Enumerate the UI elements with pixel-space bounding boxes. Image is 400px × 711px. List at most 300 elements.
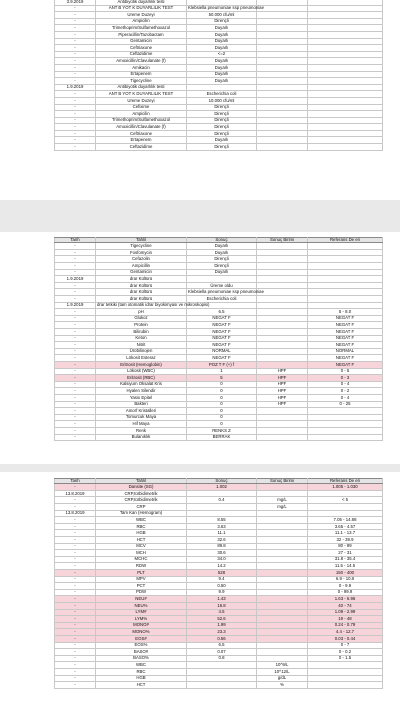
header-test: Tahlil <box>96 479 187 484</box>
cell-reference: 0 - 5 <box>308 368 383 375</box>
cell-date: - <box>55 550 96 557</box>
cell-result: Duyarlı <box>187 45 257 52</box>
table-row <box>55 570 383 577</box>
cell-unit <box>257 342 308 349</box>
table-row <box>55 25 383 32</box>
cell-unit <box>257 484 308 491</box>
table-row <box>55 655 383 662</box>
cell-date: - <box>55 368 96 375</box>
cell-date: - <box>55 355 96 362</box>
cell-unit <box>257 421 308 428</box>
table-row <box>55 124 383 131</box>
cell-result: BERRAK <box>187 434 257 441</box>
cell-reference <box>308 490 383 497</box>
cell-unit <box>257 655 308 662</box>
cell-reference <box>308 71 383 78</box>
cell-test: Lökosit Esteraz <box>96 355 187 362</box>
cell-reference: 0 - 4 <box>308 394 383 401</box>
cell-result: Duyarlı <box>187 25 257 32</box>
cell-unit <box>257 282 308 289</box>
cell-reference: 1.63 - 6.96 <box>308 596 383 603</box>
cell-date: - <box>55 616 96 623</box>
cell-result <box>187 668 257 675</box>
table-row <box>55 243 383 250</box>
cell-result: 1 <box>187 368 257 375</box>
cell-test: Renk <box>96 427 187 434</box>
cell-unit <box>257 649 308 656</box>
cell-result: 34.0 <box>187 556 257 563</box>
cell-result: NEGAT F <box>187 322 257 329</box>
table-row <box>55 682 383 689</box>
cell-reference <box>308 18 383 25</box>
cell-test: Amorf Kristalleri <box>96 408 187 415</box>
cell-result: 30.6 <box>187 550 257 557</box>
cell-date: - <box>55 78 96 85</box>
cell-unit <box>257 355 308 362</box>
cell-unit <box>257 144 308 151</box>
cell-date: - <box>55 655 96 662</box>
cell-reference <box>308 97 383 104</box>
cell-test: Gentamicin <box>96 269 187 276</box>
cell-reference <box>308 78 383 85</box>
cell-date: - <box>55 408 96 415</box>
cell-reference <box>308 296 383 303</box>
cell-result: NEGAT F <box>187 315 257 322</box>
cell-unit <box>257 18 308 25</box>
cell-date: - <box>55 649 96 656</box>
cell-date: - <box>55 342 96 349</box>
cell-unit <box>257 490 308 497</box>
cell-reference: 80 - 99 <box>308 543 383 550</box>
cell-result: Klebsiella pneumoniae ssp pneumoniae <box>188 5 264 11</box>
cell-unit <box>257 589 308 596</box>
cell-reference <box>308 282 383 289</box>
cell-date: - <box>55 249 96 256</box>
cell-test: NEU% <box>96 602 187 609</box>
cell-unit <box>257 576 308 583</box>
table-row <box>55 269 383 276</box>
table-row <box>55 51 383 58</box>
cell-test: Protein <box>96 322 187 329</box>
cell-date: - <box>55 543 96 550</box>
cell-unit <box>257 58 308 65</box>
cell-date: - <box>55 5 96 12</box>
header-result: Sonuç <box>187 479 257 484</box>
cell-result: 0 <box>187 414 257 421</box>
cell-reference: NEGAT F <box>308 315 383 322</box>
cell-result: 3.63 <box>187 523 257 530</box>
cell-reference: 31.8 - 35.4 <box>308 556 383 563</box>
cell-result: 6.5 <box>187 642 257 649</box>
cell-test: BASO% <box>96 655 187 662</box>
table-row <box>55 497 383 504</box>
cell-test: CRP,türbidimetrik <box>96 497 187 504</box>
cell-test: Eritrosit (RBC) <box>96 375 187 382</box>
cell-date: - <box>55 388 96 395</box>
table-row <box>55 58 383 65</box>
cell-result: 10.000 cfu/ml <box>187 97 257 104</box>
cell-date: - <box>55 497 96 504</box>
cell-test: Ertapenem <box>96 71 187 78</box>
header-result: Sonuç <box>187 238 257 243</box>
cell-result: Üreme oldu <box>187 282 257 289</box>
cell-result: 1.43 <box>187 596 257 603</box>
cell-result: Duyarlı <box>187 243 257 250</box>
cell-result: RENKS Z <box>187 427 257 434</box>
cell-unit <box>257 629 308 636</box>
cell-test: MPV <box>96 576 187 583</box>
cell-result <box>187 490 257 497</box>
table-row <box>55 504 383 511</box>
cell-reference <box>308 91 383 98</box>
cell-date: - <box>55 589 96 596</box>
cell-unit <box>257 642 308 649</box>
table-row <box>55 510 383 517</box>
cell-test: Trimethoprim/Sulfamethoxazol <box>96 25 187 32</box>
cell-date: 13.8.2019 <box>55 490 96 497</box>
cell-test: MONO% <box>96 629 187 636</box>
cell-reference: NORMAL <box>308 348 383 355</box>
cell-date: - <box>55 91 96 98</box>
table-row <box>55 375 383 382</box>
cell-reference: NEGAT F <box>308 342 383 349</box>
cell-unit <box>257 104 308 111</box>
cell-date: - <box>55 111 96 118</box>
cell-result: Duyarlı <box>187 31 257 38</box>
cell-date: - <box>55 596 96 603</box>
table-row <box>55 543 383 550</box>
cell-test: Hif Maya <box>96 421 187 428</box>
cell-unit: g/dL <box>257 675 308 682</box>
cell-reference <box>308 38 383 45</box>
cell-reference: 0 - 2 <box>308 388 383 395</box>
cell-date: - <box>55 556 96 563</box>
cell-result: NEGAT F <box>187 355 257 362</box>
cell-test: Eritrosit (Hemoglobin) <box>96 361 187 368</box>
cell-unit <box>257 556 308 563</box>
cell-test: MCH <box>96 550 187 557</box>
cell-unit <box>257 322 308 329</box>
table-row <box>55 78 383 85</box>
table-row <box>55 289 383 296</box>
cell-result: 0.50 <box>187 583 257 590</box>
cell-date: 1.9.2019 <box>55 302 96 309</box>
cell-test: Glukoz <box>96 315 187 322</box>
table-row <box>55 609 383 616</box>
cell-date: - <box>55 530 96 537</box>
cell-result: 14.2 <box>187 563 257 570</box>
cell-result: 0 <box>187 408 257 415</box>
cell-date: - <box>55 263 96 270</box>
cell-date: - <box>55 348 96 355</box>
cell-reference: 0 - 4 <box>308 381 383 388</box>
cell-unit: mg/L <box>257 504 308 511</box>
table-row <box>55 130 383 137</box>
cell-test: Antibiyotik duyarlılık testi <box>96 0 187 5</box>
cell-test: ANT B YOT K DUYARLILIK TEST <box>96 5 187 12</box>
cell-unit: HPF <box>257 375 308 382</box>
cell-result: Dirençli <box>187 111 257 118</box>
cell-test: Cefazolin <box>96 256 187 263</box>
cell-test: Tomurcuk Maya <box>96 414 187 421</box>
cell-result: Duyarlı <box>187 78 257 85</box>
cell-reference <box>308 434 383 441</box>
table-row <box>55 309 383 316</box>
cell-test: WBC <box>96 517 187 524</box>
cell-reference: 0 - 25 <box>308 401 383 408</box>
cell-result: 89.8 <box>187 543 257 550</box>
cell-reference: NEGAT F <box>308 355 383 362</box>
cell-unit <box>257 329 308 336</box>
cell-reference <box>308 504 383 511</box>
table-row <box>55 427 383 434</box>
cell-date: - <box>55 504 96 511</box>
cell-result: Duyarlı <box>187 64 257 71</box>
cell-test: Amoxicillin/Clavulanate (f) <box>96 124 187 131</box>
cell-test: pH <box>96 309 187 316</box>
cell-unit <box>257 71 308 78</box>
cell-result: 1.002 <box>187 484 257 491</box>
cell-test: Tam Kan (Hemogram) <box>96 510 187 517</box>
table-row <box>55 117 383 124</box>
cell-date: - <box>55 12 96 19</box>
cell-test: MCV <box>96 543 187 550</box>
cell-result: 5 <box>187 375 257 382</box>
cell-test: Tigecycline <box>96 78 187 85</box>
cell-reference <box>308 58 383 65</box>
cell-test: Ureme Duzeyi <box>96 97 187 104</box>
table-row <box>55 144 383 151</box>
cell-reference: 6.9 - 10.8 <box>308 576 383 583</box>
cell-date: 1.9.2019 <box>55 84 96 91</box>
cell-result: Klebsiella pneumoniae ssp pneumoniae <box>188 289 264 295</box>
table-row <box>55 576 383 583</box>
table-row <box>55 38 383 45</box>
cell-date: - <box>55 18 96 25</box>
cell-test: BASO# <box>96 649 187 656</box>
header-unit: Sonuç Birimi <box>257 479 308 484</box>
cell-test: Keton <box>96 335 187 342</box>
cell-reference: 0 - 0.2 <box>308 649 383 656</box>
cell-reference <box>308 111 383 118</box>
cell-result: 0 <box>187 388 257 395</box>
cell-test: Cefixime <box>96 104 187 111</box>
table-row <box>55 530 383 537</box>
cell-unit <box>257 517 308 524</box>
table-row <box>55 563 383 570</box>
cell-unit <box>257 523 308 530</box>
cell-reference <box>308 276 383 283</box>
cell-date: - <box>55 583 96 590</box>
cell-result: 0 <box>187 394 257 401</box>
report-page-2 <box>0 232 400 464</box>
cell-test: drar tetkiki (tam otomatik idrar biyokimyası ve mikroskopisi) <box>97 302 210 308</box>
cell-result: 52.6 <box>187 616 257 623</box>
cell-date: 1.9.2019 <box>55 276 96 283</box>
cell-result: Duyarlı <box>187 71 257 78</box>
cell-unit <box>257 51 308 58</box>
cell-test: Kalsiyum Oksalat Kris <box>96 381 187 388</box>
header-date: Tarih <box>55 238 96 243</box>
table-row <box>55 91 383 98</box>
cell-reference: 0.03 - 0.44 <box>308 635 383 642</box>
cell-result: Dirençli <box>187 263 257 270</box>
cell-unit <box>257 543 308 550</box>
cell-test: CRP <box>96 504 187 511</box>
cell-reference: 0 - 9.9 <box>308 583 383 590</box>
cell-reference: 40 - 74 <box>308 602 383 609</box>
cell-test: Ürobilinojen <box>96 348 187 355</box>
cell-test: drar Kültürü <box>96 289 187 296</box>
table-row <box>55 484 383 491</box>
header-reference: Referans De eri <box>308 479 383 484</box>
cell-unit <box>257 622 308 629</box>
cell-result: POZ T F (+) f <box>187 361 257 368</box>
table-row <box>55 342 383 349</box>
cell-reference <box>308 289 383 296</box>
cell-unit <box>257 38 308 45</box>
cell-test: HCT <box>96 682 187 689</box>
cell-reference: NEGAT F <box>308 335 383 342</box>
table-row <box>55 104 383 111</box>
table-row <box>55 523 383 530</box>
cell-unit <box>257 45 308 52</box>
cell-result: 0 <box>187 381 257 388</box>
cell-unit <box>257 348 308 355</box>
cell-test: Dansite (SG) <box>96 484 187 491</box>
cell-unit <box>257 256 308 263</box>
table-row <box>55 642 383 649</box>
cell-reference <box>308 124 383 131</box>
cell-test: RBC <box>96 668 187 675</box>
table-row <box>55 276 383 283</box>
cell-result: Duyarlı <box>187 58 257 65</box>
cell-test: PCT <box>96 583 187 590</box>
table-row <box>55 282 383 289</box>
table-row <box>55 401 383 408</box>
cell-result: NORMAL <box>187 348 257 355</box>
cell-date: - <box>55 629 96 636</box>
table-row <box>55 348 383 355</box>
cell-date: - <box>55 401 96 408</box>
cell-test: Amikacin <box>96 64 187 71</box>
cell-reference: 0 - 3 <box>308 375 383 382</box>
cell-test: ANT B YOT K DUYARLILIK TEST <box>96 91 187 98</box>
table-row <box>55 18 383 25</box>
cell-result: 0.07 <box>187 649 257 656</box>
cell-reference <box>308 117 383 124</box>
cell-reference: 27 - 31 <box>308 550 383 557</box>
cell-unit <box>257 583 308 590</box>
cell-result: 23.3 <box>187 629 257 636</box>
antibiogram-table <box>54 0 383 151</box>
cell-unit <box>257 91 308 98</box>
report-page-3 <box>0 472 400 711</box>
cell-date: - <box>55 282 96 289</box>
cell-date: - <box>55 315 96 322</box>
cell-unit <box>257 427 308 434</box>
header-test: Tahlil <box>96 238 187 243</box>
cell-date: - <box>55 394 96 401</box>
table-row <box>55 537 383 544</box>
table-row <box>55 517 383 524</box>
header-reference: Referans De eri <box>308 238 383 243</box>
cell-date: - <box>55 45 96 52</box>
report-page-1 <box>0 0 400 200</box>
cell-reference <box>308 31 383 38</box>
cell-unit: 10^9/L <box>257 662 308 669</box>
cell-unit <box>257 414 308 421</box>
cell-result <box>187 84 257 91</box>
table-row <box>55 434 383 441</box>
cell-unit <box>257 269 308 276</box>
cell-unit: mg/L <box>257 497 308 504</box>
cell-test: Piperacillin/Tazobactam <box>96 31 187 38</box>
cell-test: Bulanıklık <box>96 434 187 441</box>
cell-result: 9.9 <box>187 589 257 596</box>
cell-date: - <box>55 243 96 250</box>
cell-result <box>187 682 257 689</box>
cell-reference: 11.5 - 14.5 <box>308 563 383 570</box>
cell-unit <box>257 97 308 104</box>
table-row <box>55 31 383 38</box>
cell-reference <box>308 256 383 263</box>
cell-unit <box>257 243 308 250</box>
table-row <box>55 111 383 118</box>
cell-unit <box>257 361 308 368</box>
cell-reference <box>308 25 383 32</box>
cell-date: - <box>55 144 96 151</box>
cell-date: - <box>55 25 96 32</box>
cell-test: Yassı Epitel <box>96 394 187 401</box>
cell-date: - <box>55 71 96 78</box>
cell-unit <box>257 111 308 118</box>
table-row <box>55 84 383 91</box>
page-gap <box>0 200 400 232</box>
cell-date: - <box>55 484 96 491</box>
cell-unit <box>257 602 308 609</box>
cell-result: 8.55 <box>187 517 257 524</box>
cell-date: - <box>55 662 96 669</box>
urine-results-table <box>54 237 383 441</box>
cell-reference: < 5 <box>308 497 383 504</box>
cell-date: - <box>55 58 96 65</box>
cell-test: HCT <box>96 537 187 544</box>
cell-test: HGB <box>96 530 187 537</box>
cell-date: - <box>55 117 96 124</box>
cell-date: - <box>55 322 96 329</box>
table-row <box>55 263 383 270</box>
table-row <box>55 64 383 71</box>
table-row <box>55 602 383 609</box>
cell-test: MCHC <box>96 556 187 563</box>
table-row <box>55 421 383 428</box>
cell-unit <box>257 315 308 322</box>
cell-date: - <box>55 309 96 316</box>
cell-unit <box>257 616 308 623</box>
cell-result: <=2 <box>187 51 257 58</box>
cell-unit <box>257 5 308 12</box>
cell-test: Ceftriaxone <box>96 130 187 137</box>
cell-date: - <box>55 31 96 38</box>
cell-result: Dirençli <box>187 104 257 111</box>
cell-unit <box>257 25 308 32</box>
cell-date: - <box>55 329 96 336</box>
cell-test: drar Kültürü <box>96 282 187 289</box>
table-row <box>55 296 383 303</box>
cell-test: Amoxicillin/Clavulanate (f) <box>96 58 187 65</box>
table-row <box>55 408 383 415</box>
